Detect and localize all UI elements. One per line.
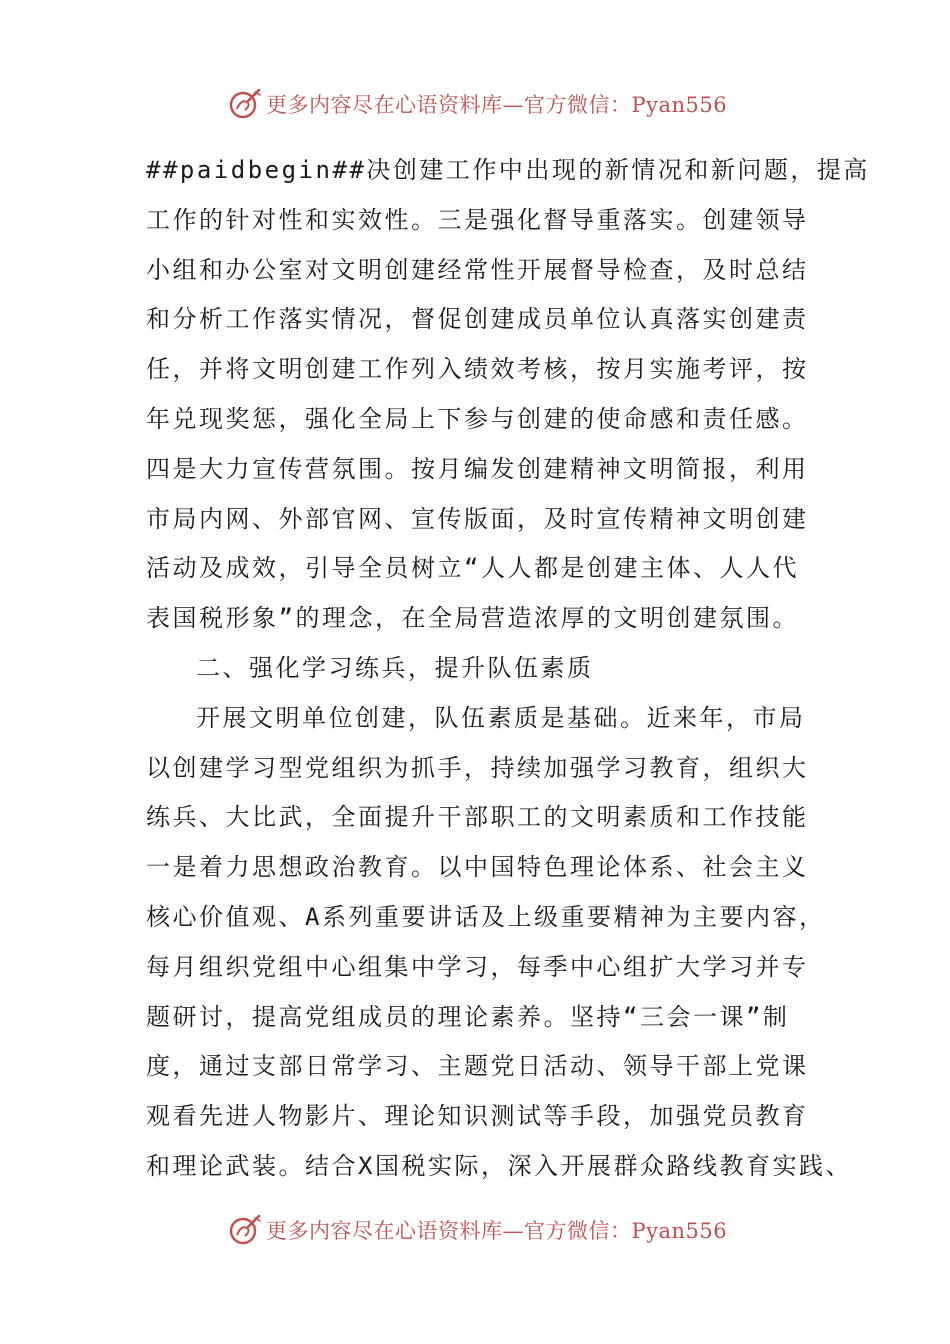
text-line: 市局内网、外部官网、宣传版面，及时宣传精神文明创建	[146, 504, 809, 533]
text-line: 工作的针对性和实效性。三是强化督导重落实。创建领导	[146, 205, 809, 234]
text-line: 活动及成效，引导全员树立“人人都是创建主体、人人代	[146, 554, 799, 583]
text-line: 每月组织党组中心组集中学习，每季中心组扩大学习并专	[146, 952, 809, 981]
document-body	[146, 146, 870, 1192]
text-line: 观看先进人物影片、理论知识测试等手段，加强党员教育	[146, 1102, 809, 1131]
paragraph-start-line: 开展文明单位创建，队伍素质是基础。近来年，市局	[196, 703, 806, 732]
text-line: 任，并将文明创建工作列入绩效考核，按月实施考评，按	[146, 355, 809, 384]
text-line: 年兑现奖惩，强化全局上下参与创建的使命感和责任感。	[146, 404, 809, 433]
text-line: 四是大力宣传营氛围。按月编发创建精神文明简报，利用	[146, 454, 809, 483]
text-line: 和理论武装。结合X国税实际，深入开展群众路线教育实践、	[146, 1151, 852, 1180]
watermark-banner-bottom	[228, 1210, 748, 1250]
text-line: 表国税形象”的理念，在全局营造浓厚的文明创建氛围。	[146, 604, 799, 633]
text-line: 题研讨，提高党组成员的理论素养。坚持“三会一课”制	[146, 1002, 790, 1031]
text-line: ##paidbegin##决创建工作中出现的新情况和新问题，提高	[146, 156, 870, 184]
text-line: 核心价值观、A系列重要讲话及上级重要精神为主要内容，	[146, 902, 826, 931]
text-line: 以创建学习型党组织为抓手，持续加强学习教育，组织大	[146, 753, 809, 782]
pen-seal-icon	[228, 1213, 262, 1247]
section-heading: 二、强化学习练兵，提升队伍素质	[196, 653, 594, 682]
text-line: 小组和办公室对文明创建经常性开展督导检查，及时总结	[146, 255, 809, 284]
watermark-text: 更多内容尽在心语资料库—官方微信：Pyan556	[266, 1219, 728, 1243]
watermark-text: 更多内容尽在心语资料库—官方微信：Pyan556	[266, 93, 728, 117]
text-line: 度，通过支部日常学习、主题党日活动、领导干部上党课	[146, 1052, 809, 1081]
text-line: 练兵、大比武，全面提升干部职工的文明素质和工作技能	[146, 803, 809, 832]
pen-seal-icon	[228, 87, 262, 121]
watermark-banner-top	[228, 84, 748, 124]
text-line: 一是着力思想政治教育。以中国特色理论体系、社会主义	[146, 853, 809, 882]
text-line: 和分析工作落实情况，督促创建成员单位认真落实创建责	[146, 305, 809, 334]
